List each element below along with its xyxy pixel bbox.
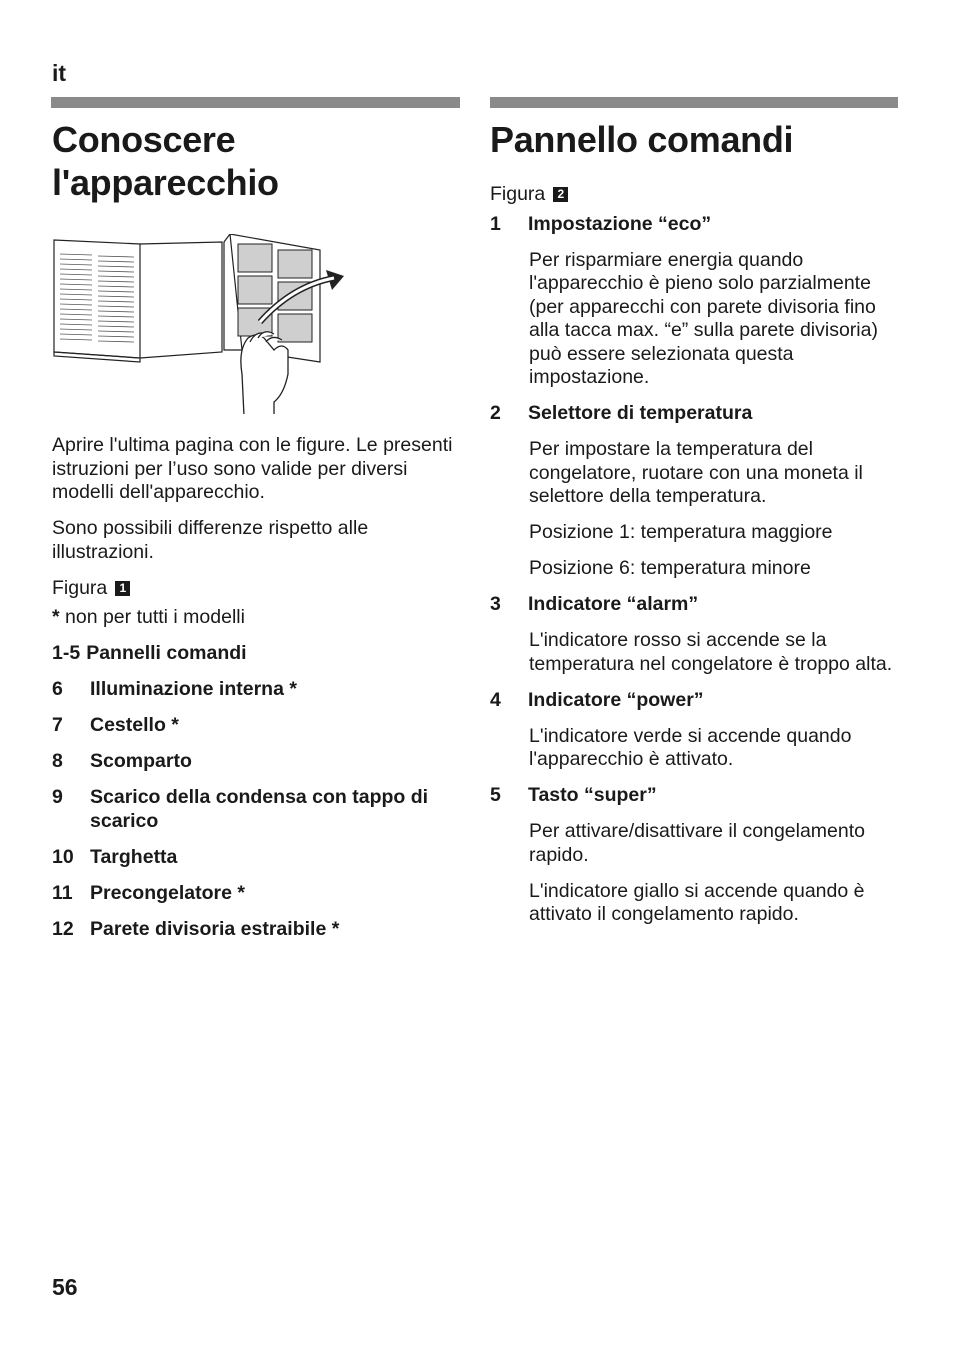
item-number: 1: [490, 212, 501, 235]
control-item-super: [490, 784, 910, 808]
item-label: Parete divisoria estraibile *: [90, 917, 340, 940]
item-number: 11: [52, 881, 73, 904]
super-indicator-description: L'indicatore giallo si accende quando è attivato il congelamento rapido.: [529, 879, 865, 925]
section-title-conoscere: [52, 118, 472, 204]
item-label: Illuminazione interna *: [90, 678, 297, 700]
left-column: [52, 118, 472, 941]
temperature-position-1: Posizione 1: temperatura maggiore: [529, 521, 833, 543]
item-label: Scomparto: [90, 750, 192, 772]
footnote-star: *: [52, 606, 60, 628]
page-number: 56: [52, 1274, 78, 1300]
item-label: Tasto “super”: [528, 784, 657, 806]
item-number: 6: [52, 678, 63, 700]
figure-label: Figura: [52, 576, 108, 599]
figure-label: Figura: [490, 183, 546, 205]
alarm-description: L'indicatore rosso si accende se la temperatura nel congelatore è troppo alta.: [529, 629, 893, 675]
item-number: 8: [52, 750, 63, 772]
title-line-2: l'apparecchio: [52, 162, 279, 203]
temperature-description: Per impostare la temperatura del congelatore, ruotare con una moneta il selettore della temperatura.: [529, 438, 863, 507]
list-item: [52, 918, 472, 942]
control-item-temperature: [490, 402, 910, 426]
item-number: 3: [490, 593, 501, 615]
right-column: [490, 118, 910, 927]
item-label: Selettore di temperatura: [528, 402, 753, 424]
item-number: 10: [52, 845, 74, 868]
list-item: [52, 882, 472, 906]
language-label: it: [52, 60, 67, 86]
figure-number-badge: 2: [553, 187, 568, 202]
section-rule-left: [51, 97, 460, 108]
figure-reference-2: [490, 183, 910, 207]
item-number: 5: [490, 784, 501, 806]
title-line-1: Conoscere: [52, 119, 236, 160]
item-label: Targhetta: [90, 845, 178, 868]
section-rule-right: [490, 97, 898, 108]
list-item: [52, 642, 472, 666]
item-number: 9: [52, 786, 63, 808]
control-item-power: [490, 689, 910, 713]
super-description: Per attivare/disattivare il congelamento rapido.: [529, 820, 866, 866]
open-manual-illustration: [52, 234, 352, 414]
list-item: [52, 846, 472, 870]
item-label: Indicatore “power”: [528, 688, 704, 711]
item-label: Indicatore “alarm”: [528, 593, 699, 615]
control-item-eco: [490, 213, 910, 237]
intro-paragraph: Aprire l'ultima pagina con le figure. Le presenti istruzioni per l’uso sono valide per diversi modelli dell'apparecchio.: [52, 434, 453, 503]
item-number: 7: [52, 714, 63, 736]
item-number: 1-5: [52, 642, 81, 664]
item-number: 2: [490, 402, 501, 424]
item-number: 4: [490, 688, 501, 711]
list-item: [52, 786, 472, 833]
item-number: 12: [52, 917, 74, 940]
figure-reference-1: [52, 577, 472, 601]
list-item: [52, 678, 472, 702]
differences-paragraph: Sono possibili differenze rispetto alle illustrazioni.: [52, 517, 369, 563]
item-label: Pannelli comandi: [86, 642, 247, 664]
power-description: L'indicatore verde si accende quando l'apparecchio è attivato.: [529, 724, 852, 770]
eco-description: Per risparmiare energia quando l'apparecchio è pieno solo parzialmente (per apparecchi con parete divisoria fino alla tacca max. “e” sulla parete divisoria) può essere selezionata questa impostazione.: [529, 248, 878, 388]
item-label: Precongelatore *: [90, 881, 245, 904]
footnote-text: non per tutti i modelli: [59, 606, 245, 628]
figure-number-badge: 1: [115, 581, 130, 596]
section-title-pannello: Pannello comandi: [490, 119, 794, 160]
list-item: [52, 714, 472, 738]
temperature-position-6: Posizione 6: temperatura minore: [529, 557, 811, 579]
footnote: [52, 606, 472, 630]
list-item: [52, 750, 472, 774]
item-label: Cestello *: [90, 714, 179, 736]
item-label: Scarico della condensa con tappo di scarico: [90, 786, 429, 832]
control-item-alarm: [490, 593, 910, 617]
item-label: Impostazione “eco”: [528, 212, 712, 235]
